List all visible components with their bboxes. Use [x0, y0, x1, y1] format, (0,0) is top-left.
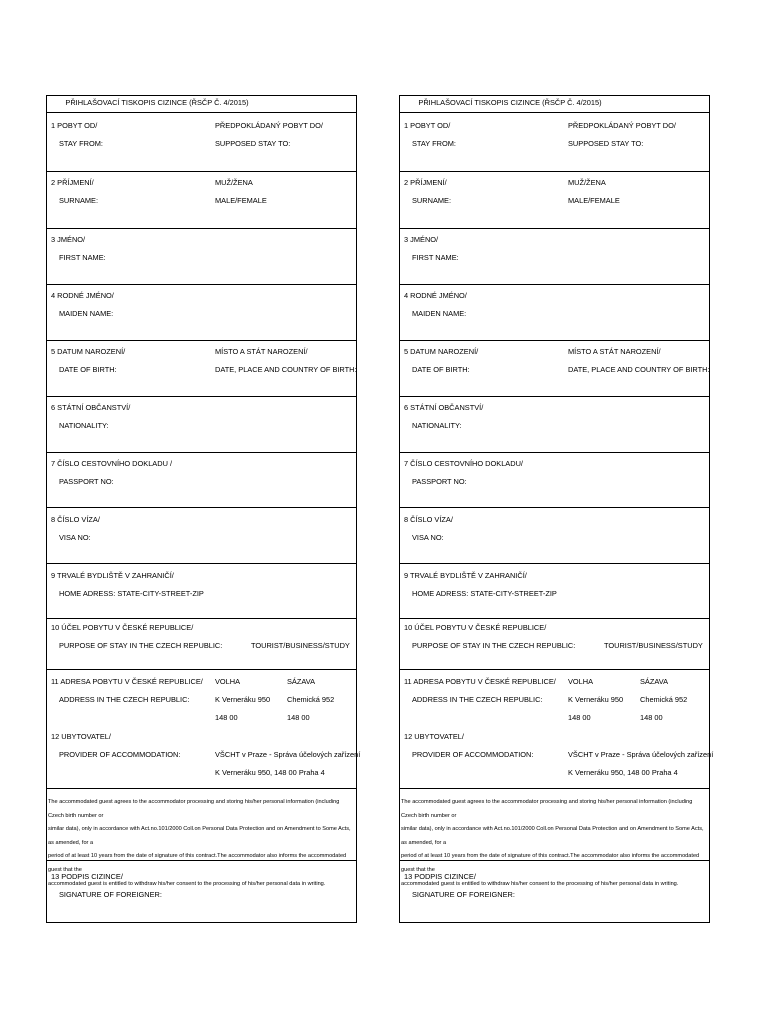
- birth-date-label: DATE OF BIRTH:: [412, 365, 470, 374]
- provider-name: VŠCHT v Praze - Správa účelových zařízení: [215, 750, 361, 759]
- supposed-stay-label-cz: PŘEDPOKLÁDANÝ POBYT DO/: [568, 121, 676, 130]
- registration-form-left: [46, 95, 361, 923]
- supposed-stay-label-cz: PŘEDPOKLÁDANÝ POBYT DO/: [215, 121, 323, 130]
- purpose-label-cz: 10 ÚČEL POBYTU V ČESKÉ REPUBLICE/: [404, 623, 547, 632]
- dorm-volha-street: K Verneráku 950: [568, 695, 624, 704]
- first-name-label: FIRST NAME:: [59, 253, 106, 262]
- passport-label-cz: 7 ČÍSLO CESTOVNÍHO DOKLADU /: [51, 459, 173, 468]
- nationality-label: NATIONALITY:: [412, 421, 462, 430]
- stay-from-label-cz: 1 POBYT OD/: [51, 121, 98, 130]
- maiden-name-label-cz: 4 RODNÉ JMÉNO/: [404, 291, 467, 300]
- birth-date-label: DATE OF BIRTH:: [59, 365, 117, 374]
- dorm-sazava-name: SÁZAVA: [640, 677, 669, 686]
- section-cz-address: [47, 670, 356, 725]
- section-home-address: [47, 564, 356, 619]
- nationality-label-cz: 6 STÁTNÍ OBČANSTVÍ/: [404, 403, 484, 412]
- section-cz-address: [400, 670, 709, 725]
- surname-label: SURNAME:: [412, 196, 452, 205]
- surname-label-cz: 2 PŘÍJMENÍ/: [404, 178, 447, 187]
- provider-address: K Verneráku 950, 148 00 Praha 4: [568, 768, 678, 777]
- consent-line: similar data), only in accordance with Act.no.101/2000 Coll.on Personal Data Protection and on Amendment to Some Acts, as amended, for a: [401, 826, 704, 846]
- home-address-label-cz: 9 TRVALÉ BYDLIŠTĚ V ZAHRANIČÍ/: [404, 571, 527, 580]
- section-maiden-name: [400, 285, 709, 341]
- section-nationality: [400, 397, 709, 453]
- registration-form-right: [399, 95, 714, 923]
- section-signature: [47, 860, 356, 922]
- passport-label: PASSPORT NO:: [412, 477, 467, 486]
- section-birth: [400, 341, 709, 397]
- birth-place-label-cz: MÍSTO A STÁT NAROZENÍ/: [215, 347, 308, 356]
- section-surname: [47, 172, 356, 229]
- dorm-sazava-zip: 148 00: [640, 713, 663, 722]
- provider-label-cz: 12 UBYTOVATEL/: [51, 732, 111, 741]
- section-nationality: [47, 397, 356, 453]
- home-address-label: HOME ADRESS: STATE-CITY-STREET-ZIP: [412, 589, 557, 598]
- section-purpose: [400, 619, 709, 670]
- section-stay-dates: [400, 113, 709, 172]
- signature-label-cz: 13 PODPIS CIZINCE/: [404, 872, 476, 881]
- signature-label: SIGNATURE OF FOREIGNER:: [412, 890, 515, 899]
- provider-address: K Verneráku 950, 148 00 Praha 4: [215, 768, 325, 777]
- purpose-label-cz: 10 ÚČEL POBYTU V ČESKÉ REPUBLICE/: [51, 623, 194, 632]
- dorm-sazava-street: Chemická 952: [640, 695, 688, 704]
- stay-from-label: STAY FROM:: [412, 139, 456, 148]
- consent-line: period of at least 10 years from the date of signature of this contract.The accommodator also informs the accommodated guest that the: [48, 853, 347, 873]
- gender-label-cz: MUŽ/ŽENA: [568, 178, 606, 187]
- section-signature: [400, 860, 709, 922]
- consent-line: similar data), only in accordance with Act.no.101/2000 Coll.on Personal Data Protection and on Amendment to Some Acts, as amended, for a: [48, 826, 351, 846]
- section-visa: [400, 508, 709, 564]
- purpose-label: PURPOSE OF STAY IN THE CZECH REPUBLIC:: [59, 641, 223, 650]
- passport-label-cz: 7 ČÍSLO CESTOVNÍHO DOKLADU/: [404, 459, 523, 468]
- section-provider: [47, 725, 361, 789]
- supposed-stay-label: SUPPOSED STAY TO:: [568, 139, 644, 148]
- section-passport: [47, 453, 356, 508]
- passport-label: PASSPORT NO:: [59, 477, 114, 486]
- birth-place-label: DATE, PLACE AND COUNTRY OF BIRTH:: [568, 365, 710, 374]
- signature-label: SIGNATURE OF FOREIGNER:: [59, 890, 162, 899]
- nationality-label: NATIONALITY:: [59, 421, 109, 430]
- section-provider: [400, 725, 714, 789]
- home-address-label: HOME ADRESS: STATE-CITY-STREET-ZIP: [59, 589, 204, 598]
- section-home-address: [400, 564, 709, 619]
- section-passport: [400, 453, 709, 508]
- provider-name: VŠCHT v Praze - Správa účelových zařízení: [568, 750, 714, 759]
- cz-address-label: ADDRESS IN THE CZECH REPUBLIC:: [412, 695, 543, 704]
- signature-label-cz: 13 PODPIS CIZINCE/: [51, 872, 123, 881]
- birth-date-label-cz: 5 DATUM NAROZENÍ/: [404, 347, 479, 356]
- birth-place-label-cz: MÍSTO A STÁT NAROZENÍ/: [568, 347, 661, 356]
- consent-line: accommodated guest is entitled to withdraw his/her consent to the processing of his/her personal data in writing.: [401, 880, 679, 887]
- cz-address-label-cz: 11 ADRESA POBYTU V ČESKÉ REPUBLICE/: [51, 677, 203, 686]
- section-birth: [47, 341, 356, 397]
- section-first-name: [47, 229, 356, 285]
- home-address-label-cz: 9 TRVALÉ BYDLIŠTĚ V ZAHRANIČÍ/: [51, 571, 174, 580]
- stay-from-label: STAY FROM:: [59, 139, 103, 148]
- visa-label-cz: 8 ČÍSLO VÍZA/: [51, 515, 100, 524]
- dorm-volha-zip: 148 00: [215, 713, 238, 722]
- section-surname: [400, 172, 709, 229]
- section-visa: [47, 508, 356, 564]
- dorm-volha-zip: 148 00: [568, 713, 591, 722]
- purpose-options: TOURIST/BUSINESS/STUDY: [604, 641, 703, 650]
- supposed-stay-label: SUPPOSED STAY TO:: [215, 139, 291, 148]
- cz-address-label-cz: 11 ADRESA POBYTU V ČESKÉ REPUBLICE/: [404, 677, 556, 686]
- surname-label: SURNAME:: [59, 196, 99, 205]
- section-purpose: [47, 619, 356, 670]
- provider-label-cz: 12 UBYTOVATEL/: [404, 732, 464, 741]
- cz-address-label: ADDRESS IN THE CZECH REPUBLIC:: [59, 695, 190, 704]
- dorm-sazava-street: Chemická 952: [287, 695, 335, 704]
- consent-line: accommodated guest is entitled to withdraw his/her consent to the processing of his/her personal data in writing.: [48, 880, 326, 887]
- visa-label-cz: 8 ČÍSLO VÍZA/: [404, 515, 453, 524]
- dorm-volha-name: VOLHA: [568, 677, 594, 686]
- consent-line: The accommodated guest agrees to the accommodator processing and storing his/her personal information (including Czech birth number or: [48, 799, 340, 819]
- consent-line: The accommodated guest agrees to the accommodator processing and storing his/her personal information (including Czech birth number or: [401, 799, 693, 819]
- form-title: PŘIHLAŠOVACÍ TISKOPIS CIZINCE (ŘSČP Č. 4/2015): [418, 98, 602, 107]
- maiden-name-label-cz: 4 RODNÉ JMÉNO/: [51, 291, 114, 300]
- visa-label: VISA NO:: [412, 533, 444, 542]
- nationality-label-cz: 6 STÁTNÍ OBČANSTVÍ/: [51, 403, 131, 412]
- dorm-volha-name: VOLHA: [215, 677, 241, 686]
- maiden-name-label: MAIDEN NAME:: [412, 309, 467, 318]
- maiden-name-label: MAIDEN NAME:: [59, 309, 114, 318]
- gender-label: MALE/FEMALE: [568, 196, 620, 205]
- first-name-label-cz: 3 JMÉNO/: [404, 235, 439, 244]
- form-title: PŘIHLAŠOVACÍ TISKOPIS CIZINCE (ŘSČP Č. 4/2015): [65, 98, 249, 107]
- dorm-volha-street: K Verneráku 950: [215, 695, 271, 704]
- first-name-label-cz: 3 JMÉNO/: [51, 235, 86, 244]
- purpose-label: PURPOSE OF STAY IN THE CZECH REPUBLIC:: [412, 641, 576, 650]
- visa-label: VISA NO:: [59, 533, 91, 542]
- section-stay-dates: [47, 113, 356, 172]
- surname-label-cz: 2 PŘÍJMENÍ/: [51, 178, 94, 187]
- consent-line: period of at least 10 years from the date of signature of this contract.The accommodator also informs the accommodated guest that the: [401, 853, 700, 873]
- birth-date-label-cz: 5 DATUM NAROZENÍ/: [51, 347, 126, 356]
- provider-label: PROVIDER OF ACCOMMODATION:: [59, 750, 181, 759]
- first-name-label: FIRST NAME:: [412, 253, 459, 262]
- gender-label-cz: MUŽ/ŽENA: [215, 178, 253, 187]
- provider-label: PROVIDER OF ACCOMMODATION:: [412, 750, 534, 759]
- purpose-options: TOURIST/BUSINESS/STUDY: [251, 641, 350, 650]
- birth-place-label: DATE, PLACE AND COUNTRY OF BIRTH:: [215, 365, 357, 374]
- dorm-sazava-zip: 148 00: [287, 713, 310, 722]
- section-maiden-name: [47, 285, 356, 341]
- stay-from-label-cz: 1 POBYT OD/: [404, 121, 451, 130]
- section-first-name: [400, 229, 709, 285]
- dorm-sazava-name: SÁZAVA: [287, 677, 316, 686]
- gender-label: MALE/FEMALE: [215, 196, 267, 205]
